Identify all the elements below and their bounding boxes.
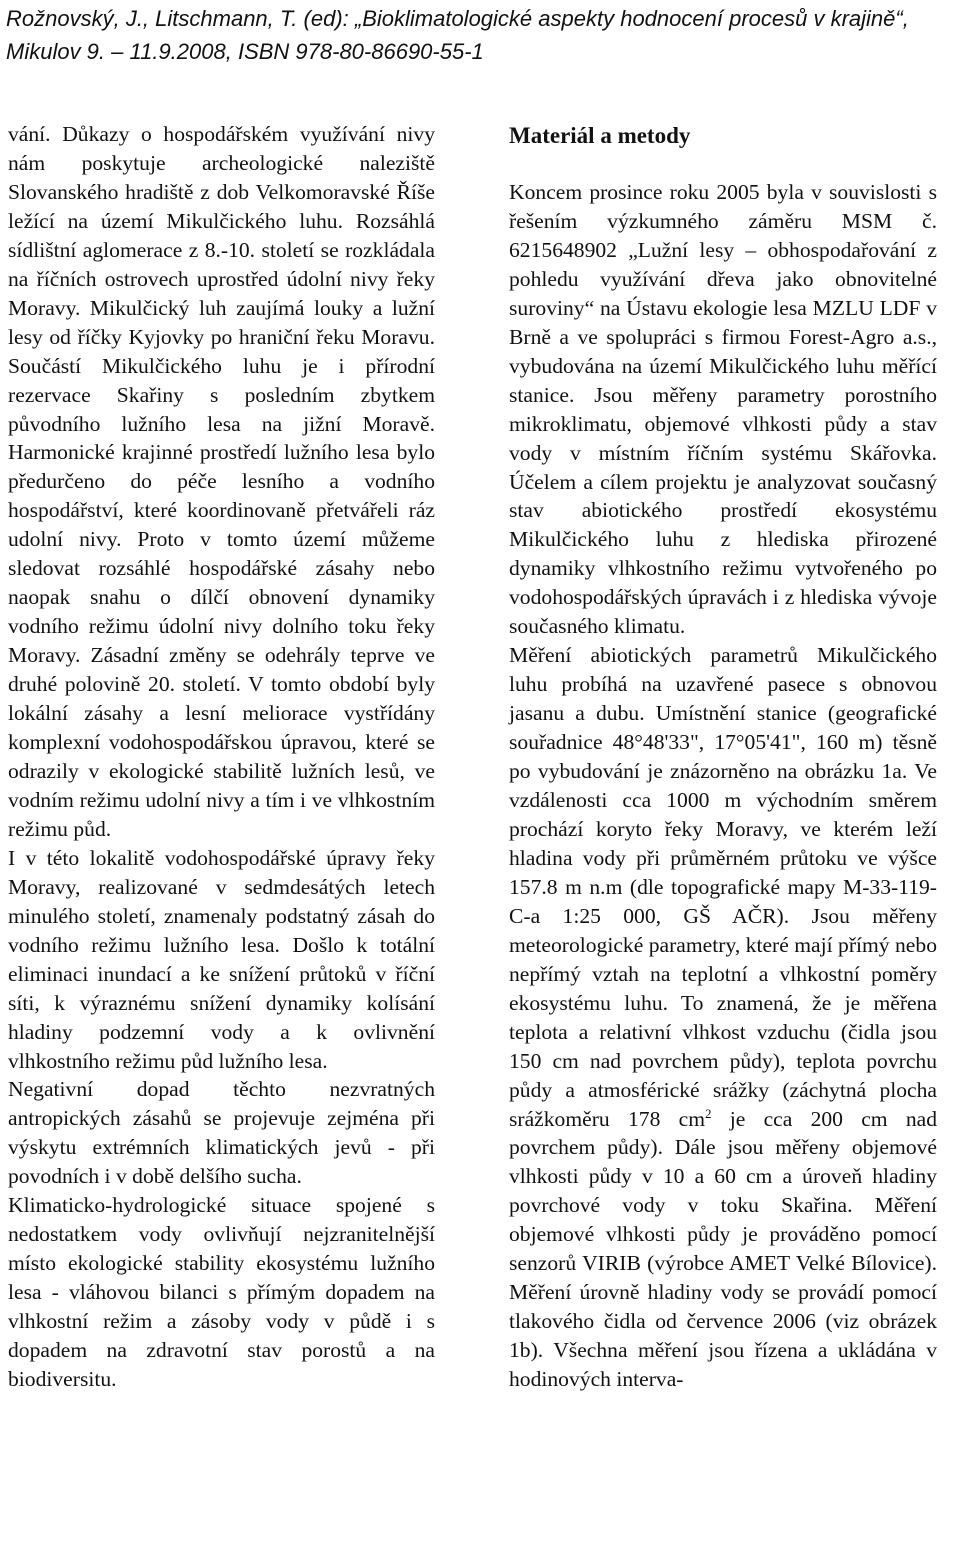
- header-citation-line: Rožnovský, J., Litschmann, T. (ed): „Bioklimatologické aspekty hodnocení procesů v krajině“,: [6, 6, 909, 31]
- header-conference-line: Mikulov 9. – 11.9.2008, ISBN 978-80-86690-55-1: [6, 39, 484, 64]
- measurements-text-part-1: Měření abiotických parametrů Mikulčického luhu probíhá na uzavřené pasece s obnovou jasanu a dubu. Umístnění stanice (geografické souřadnice 48°48'33", 17°05'41", 160 m) těsně po vybudování je znázorněno na obrázku 1a. Ve vzdálenosti cca 1000 m východním směrem prochází koryto řeky Moravy, ve kterém leží hladina vody při průměrném průtoku ve výšce 157.8 m n.m (dle topografické mapy M-33-119-C-a 1:25 000, GŠ AČR). Jsou měřeny meteorologické parametry, které mají přímý nebo nepřímý vztah na teplotní a vlhkostní poměry ekosystému luhu. To znamená, že je měřena teplota a relativní vlhkost vzduchu (čidla jsou 150 cm nad povrchem půdy), teplota povrchu půdy a atmosférické srážky (záchytná plocha srážkoměru 178 cm: [509, 643, 937, 1131]
- paragraph-water-management: I v této lokalitě vodohospodářské úpravy řeky Moravy, realizované v sedmdesátých letech minulého století, znamenaly podstatný zásah do vodního režimu lužního lesa. Došlo k totální eliminaci inundací a ke snížení průtoků v říční síti, k výraznému snížení dynamiky kolísání hladiny podzemní vody a k ovlivnění vlhkostního režimu půd lužního lesa.: [8, 845, 435, 1073]
- right-text-column: [509, 120, 937, 1394]
- paragraph-measurements: [509, 641, 937, 1394]
- left-text-column: [8, 120, 435, 1394]
- paragraph-floodplain-history: vání. Důkazy o hospodářském využívání nivy nám poskytuje archeologické naleziště Slovanského hradiště z dob Velkomoravské Říše ležící na území Mikulčického luhu. Rozsáhlá sídlištní aglomerace z 8.-10. století se rozkládala na říčních ostrovech uprostřed údolní nivy řeky Moravy. Mikulčický luh zaujímá louky a lužní lesy od říčky Kyjovky po hraniční řeku Moravu. Součástí Mikulčického luhu je i přírodní rezervace Skařiny s posledním zbytkem původního lužního lesa na jižní Moravě. Harmonické krajinné prostředí lužního lesa bylo předurčeno do péče lesního a vodního hospodářství, které koordinovaně přetvářeli ráz udolní nivy. Proto v tomto území můžeme sledovat rozsáhlé hospodářské zásahy nebo naopak snahu o dílčí obnovení dynamiky vodního režimu údolní nivy dolního toku řeky Moravy. Zásadní změny se odehrály teprve ve druhé polovině 20. století. V tomto období byly lokální zásahy a lesní meliorace vystřídány komplexní vodohospodářskou úpravou, které se odrazily v ekologické stabilitě lužních lesů, ve vodním režimu udolní nivy a tím i ve vlhkostním režimu půd.: [8, 122, 435, 841]
- paragraph-negative-impact: Negativní dopad těchto nezvratných antropických zásahů se projevuje zejména při výskytu extrémních klimatických jevů - při povodních i v době delšího sucha.: [8, 1077, 435, 1189]
- paragraph-project-intro: Koncem prosince roku 2005 byla v souvislosti s řešením výzkumného záměru MSM č. 6215648902 „Lužní lesy – obhospodařování z pohledu využívání dřeva jako obnovitelné suroviny“ na Ústavu ekologie lesa MZLU LDF v Brně a ve spolupráci s firmou Forest-Agro a.s., vybudována na území Mikulčického luhu měřící stanice. Jsou měřeny parametry porostního mikroklimatu, objemové vlhkosti půdy a stav vody v místním říčním systému Skářovka. Účelem a cílem projektu je analyzovat současný stav abiotického prostředí ekosystému Mikulčického luhu z hlediska přirozené dynamiky vlhkostního režimu vytvořeného po vodohospodářských úpravách i z hlediska vývoje současného klimatu.: [509, 180, 937, 639]
- section-heading-methods: Materiál a metody: [509, 123, 691, 148]
- running-header: [6, 2, 956, 68]
- superscript-squared: 2: [705, 1105, 712, 1121]
- paragraph-climate-hydrology: Klimaticko-hydrologické situace spojené s nedostatkem vody ovlivňují nejzranitelnější místo ekologické stability ekosystému lužního lesa - vláhovou bilanci s přímým dopadem na vlhkostní režim a zásoby vody v půdě i s dopadem na zdravotní stav porostů a na biodiversitu.: [8, 1193, 435, 1391]
- measurements-text-part-2: je cca 200 cm nad povrchem půdy). Dále jsou měřeny objemové vlhkosti půdy v 10 a 60 cm a úroveň hladiny povrchové vody v toku Skařina. Měření objemové vlhkosti půdy je prováděno pomocí senzorů VIRIB (výrobce AMET Velké Bílovice). Měření úrovně hladiny vody se provádí pomocí tlakového čidla od července 2006 (viz obrázek 1b). Všechna měření jsou řízena a ukládána v hodinových interva-: [509, 1106, 938, 1392]
